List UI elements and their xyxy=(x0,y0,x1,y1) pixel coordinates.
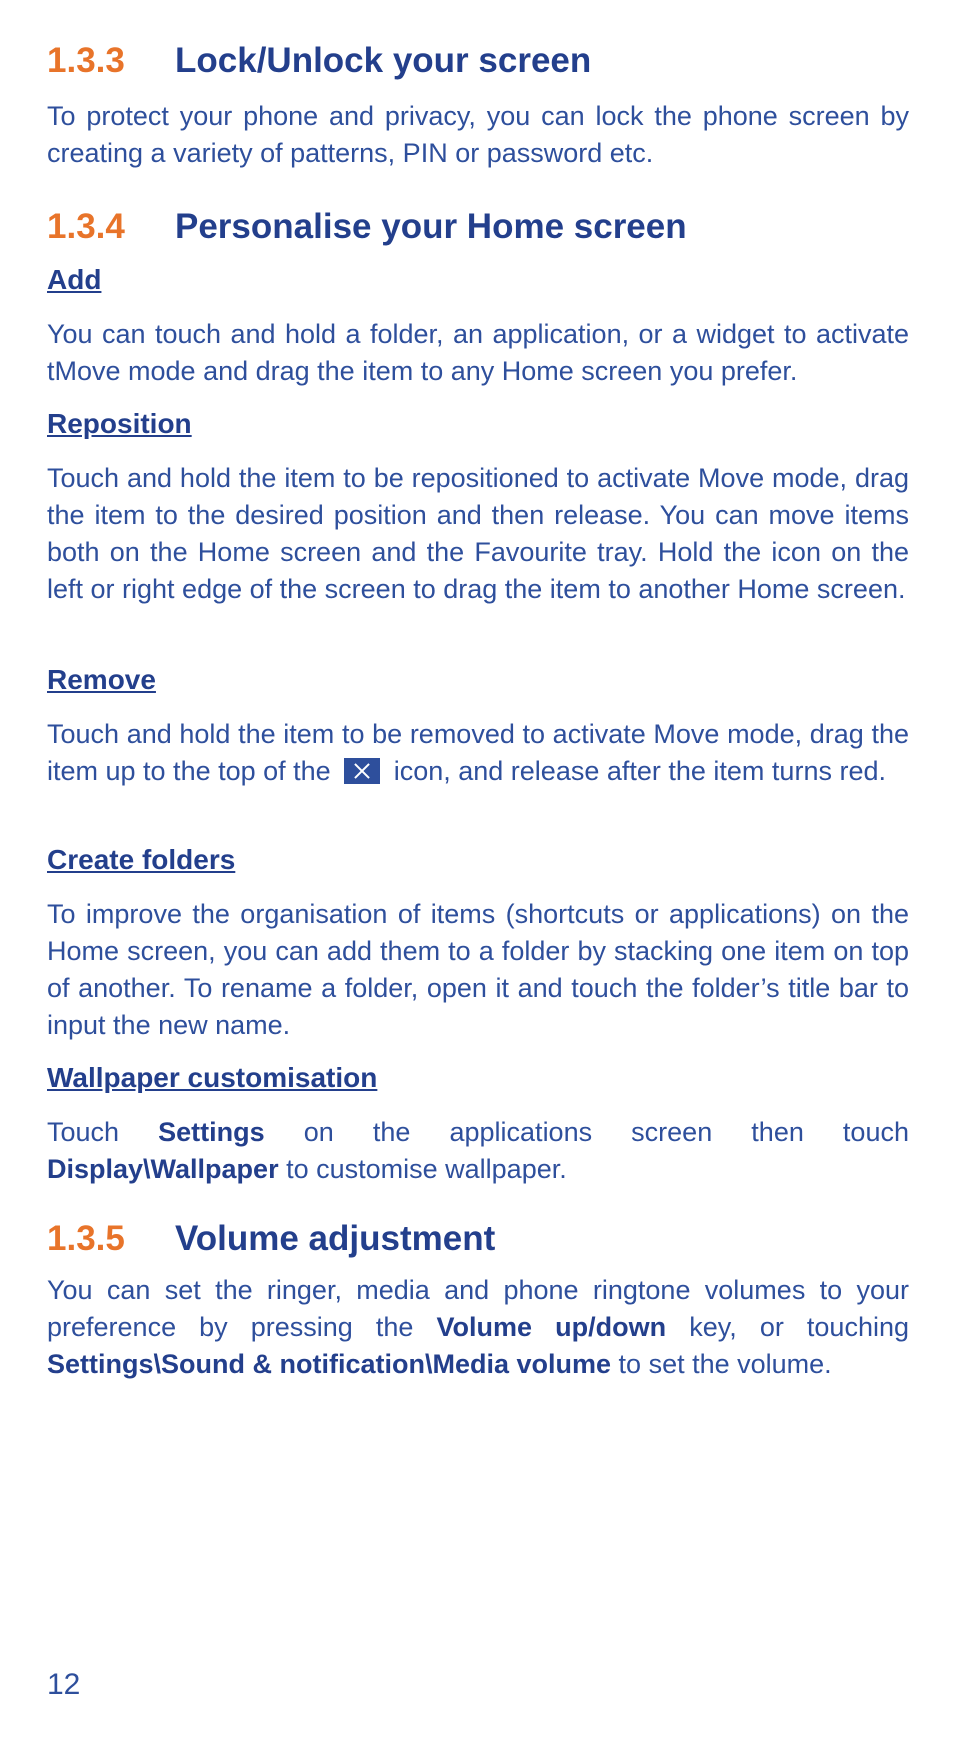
volume-paragraph xyxy=(47,1272,909,1383)
reposition-paragraph: Touch and hold the item to be repositioned to activate Move mode, drag the item to the desired position and then release. You can move items both on the Home screen and the Favourite tray. Hold the icon on the left or right edge of the screen to drag the item to another Home screen. xyxy=(47,463,909,604)
wallpaper-text-1: Touch xyxy=(47,1117,120,1147)
section-number: 1.3.3 xyxy=(47,41,125,80)
reposition-subheading: Reposition xyxy=(47,408,192,439)
wallpaper-text-3: to customise wallpaper. xyxy=(286,1154,567,1184)
section-heading-1-3-3 xyxy=(47,38,591,84)
volume-bold-key: Volume up/down xyxy=(436,1312,667,1342)
volume-bold-path: Settings\Sound & notification\Media volume xyxy=(47,1349,612,1379)
section-number: 1.3.4 xyxy=(47,207,125,246)
wallpaper-text-2: on the applications screen then touch xyxy=(303,1117,909,1147)
section-title: Volume adjustment xyxy=(175,1219,496,1258)
add-subheading: Add xyxy=(47,264,102,295)
remove-paragraph xyxy=(47,716,909,790)
create-folders-paragraph: To improve the organisation of items (shortcuts or applications) on the Home screen, you can add them to a folder by stacking one item on top of another. To rename a folder, open it and touch the folder’s title bar to input the new name. xyxy=(47,899,909,1040)
remove-text-2: icon, and release after the item turns red. xyxy=(393,756,886,786)
volume-text-3: to set the volume. xyxy=(618,1349,832,1379)
section-number: 1.3.5 xyxy=(47,1219,125,1258)
create-folders-subheading: Create folders xyxy=(47,844,236,875)
section-heading-1-3-4 xyxy=(47,204,687,250)
page-number: 12 xyxy=(47,1668,81,1701)
remove-text-1: Touch and hold the item to be removed to activate Move mode, drag the item up to the top of the xyxy=(47,719,909,786)
close-icon xyxy=(344,758,380,784)
wallpaper-paragraph xyxy=(47,1114,909,1188)
wallpaper-subheading: Wallpaper customisation xyxy=(47,1062,378,1093)
volume-text-1: You can set the ringer, media and phone ringtone volumes to your preference by pressing the xyxy=(47,1275,909,1342)
section-heading-1-3-5 xyxy=(47,1216,495,1262)
remove-subheading: Remove xyxy=(47,664,156,695)
wallpaper-bold-display: Display\Wallpaper xyxy=(47,1154,279,1184)
section-title: Personalise your Home screen xyxy=(175,207,687,246)
lock-unlock-paragraph: To protect your phone and privacy, you can lock the phone screen by creating a variety of patterns, PIN or password etc. xyxy=(47,101,909,168)
section-title: Lock/Unlock your screen xyxy=(175,41,592,80)
volume-text-2: key, or touching xyxy=(689,1312,909,1342)
add-paragraph: You can touch and hold a folder, an application, or a widget to activate tMove mode and drag the item to any Home screen you prefer. xyxy=(47,319,909,386)
wallpaper-bold-settings: Settings xyxy=(158,1117,265,1147)
